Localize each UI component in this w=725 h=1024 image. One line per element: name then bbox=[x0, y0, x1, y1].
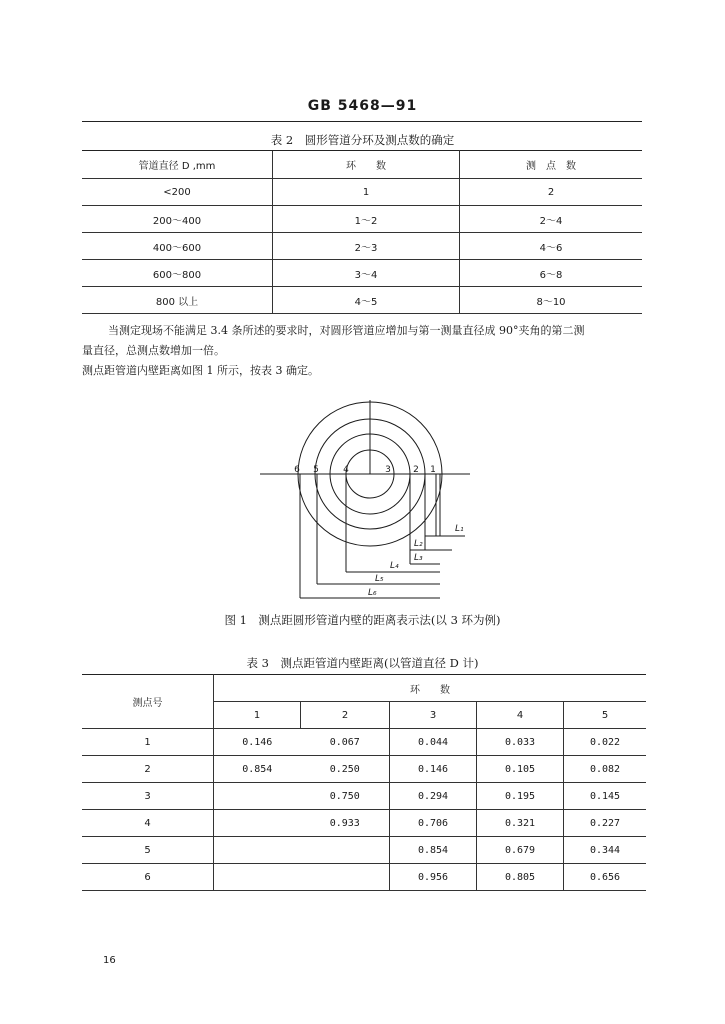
table-cell: 1 bbox=[273, 179, 460, 206]
paragraph-line: 当测定现场不能满足 3.4 条所述的要求时，对圆形管道应增加与第一测量直径成 90°夹角的第二测 bbox=[108, 324, 585, 337]
table-cell: 0.145 bbox=[564, 783, 647, 810]
table-cell: 2 bbox=[460, 179, 643, 206]
table-cell: 1～2 bbox=[273, 206, 460, 233]
table-cell: 0.105 bbox=[477, 756, 564, 783]
table-cell: 0.656 bbox=[564, 864, 647, 891]
figure1-diagram bbox=[250, 400, 470, 606]
point-number-cell: 3 bbox=[82, 783, 214, 810]
table-row bbox=[82, 179, 642, 206]
table-row bbox=[82, 864, 646, 891]
table-cell: 4～6 bbox=[460, 233, 643, 260]
table-cell: 0.679 bbox=[477, 837, 564, 864]
table-cell: 0.344 bbox=[564, 837, 647, 864]
table-cell: 3～4 bbox=[273, 260, 460, 287]
table-cell: 8～10 bbox=[460, 287, 643, 314]
ring-count-cell: 2 bbox=[301, 702, 390, 729]
table-header-cell: 环 数 bbox=[273, 151, 460, 179]
table-row bbox=[82, 783, 646, 810]
table-cell: 2～4 bbox=[460, 206, 643, 233]
point-number-cell: 4 bbox=[82, 810, 214, 837]
ring-count-cell: 5 bbox=[564, 702, 647, 729]
point-label: 2 bbox=[413, 465, 419, 475]
table-cell: 6～8 bbox=[460, 260, 643, 287]
table-cell: 0.294 bbox=[390, 783, 477, 810]
table-cell: 800 以上 bbox=[82, 287, 273, 314]
table-cell: 0.854 bbox=[390, 837, 477, 864]
dimension-label-l3: L₃ bbox=[414, 553, 423, 563]
table-cell: 0.805 bbox=[477, 864, 564, 891]
table-cell: 4～5 bbox=[273, 287, 460, 314]
table2-caption: 表 2 圆形管道分环及测点数的确定 bbox=[270, 133, 455, 147]
table-cell bbox=[214, 864, 301, 891]
group-header-cell: 环 数 bbox=[214, 675, 647, 702]
table-cell bbox=[214, 837, 301, 864]
point-number-cell: 2 bbox=[82, 756, 214, 783]
table-cell: 0.706 bbox=[390, 810, 477, 837]
header-rule bbox=[82, 121, 642, 122]
dimension-label-l2: L₂ bbox=[414, 539, 423, 549]
table2 bbox=[82, 150, 642, 314]
table-header-row bbox=[82, 675, 646, 702]
table-cell: 0.146 bbox=[214, 729, 301, 756]
ring-count-cell: 3 bbox=[390, 702, 477, 729]
table-cell: 0.067 bbox=[301, 729, 390, 756]
table-header-cell: 测 点 数 bbox=[460, 151, 643, 179]
table-cell: 0.854 bbox=[214, 756, 301, 783]
table-cell: 2～3 bbox=[273, 233, 460, 260]
table-cell: 0.044 bbox=[390, 729, 477, 756]
point-label: 5 bbox=[313, 465, 319, 475]
table3 bbox=[82, 674, 646, 891]
table-cell: 0.250 bbox=[301, 756, 390, 783]
point-label: 1 bbox=[430, 465, 436, 475]
page-number: 16 bbox=[103, 955, 116, 966]
table3-caption: 表 3 测点距管道内壁距离(以管道直径 D 计) bbox=[246, 656, 479, 670]
table-cell: 0.195 bbox=[477, 783, 564, 810]
table-cell: 400～600 bbox=[82, 233, 273, 260]
table-row bbox=[82, 837, 646, 864]
table-cell: 0.082 bbox=[564, 756, 647, 783]
ring-count-cell: 4 bbox=[477, 702, 564, 729]
table-row bbox=[82, 756, 646, 783]
ring-count-cell: 1 bbox=[214, 702, 301, 729]
point-number-cell: 5 bbox=[82, 837, 214, 864]
figure1-caption: 图 1 测点距圆形管道内壁的距离表示法(以 3 环为例) bbox=[224, 613, 501, 627]
table-cell: 600～800 bbox=[82, 260, 273, 287]
dimension-label-l5: L₅ bbox=[375, 574, 384, 584]
table-cell: 0.956 bbox=[390, 864, 477, 891]
table-cell: 0.321 bbox=[477, 810, 564, 837]
standard-code-header: GB 5468—91 bbox=[307, 98, 418, 114]
table-cell: 0.750 bbox=[301, 783, 390, 810]
point-label: 4 bbox=[343, 465, 349, 475]
table-cell: 0.022 bbox=[564, 729, 647, 756]
point-label: 6 bbox=[294, 465, 300, 475]
table-cell: <200 bbox=[82, 179, 273, 206]
table-cell: 0.146 bbox=[390, 756, 477, 783]
point-number-cell: 6 bbox=[82, 864, 214, 891]
table-cell: 0.933 bbox=[301, 810, 390, 837]
table-row bbox=[82, 729, 646, 756]
table-cell: 0.227 bbox=[564, 810, 647, 837]
dimension-label-l4: L₄ bbox=[390, 561, 399, 571]
dimension-label-l1: L₁ bbox=[455, 524, 464, 534]
table-row bbox=[82, 810, 646, 837]
row-header-cell: 测点号 bbox=[82, 675, 214, 729]
table-row bbox=[82, 233, 642, 260]
table-header-row bbox=[82, 151, 642, 179]
point-label: 3 bbox=[385, 465, 391, 475]
table-row bbox=[82, 206, 642, 233]
dimension-label-l6: L₆ bbox=[368, 588, 377, 598]
table-row bbox=[82, 287, 642, 314]
table-cell: 200～400 bbox=[82, 206, 273, 233]
table-header-cell: 管道直径 D ,mm bbox=[82, 151, 273, 179]
table-cell bbox=[214, 810, 301, 837]
paragraph-line: 测点距管道内壁距离如图 1 所示，按表 3 确定。 bbox=[82, 364, 319, 377]
table-cell: 0.033 bbox=[477, 729, 564, 756]
table-cell bbox=[214, 783, 301, 810]
point-number-cell: 1 bbox=[82, 729, 214, 756]
table-cell bbox=[301, 837, 390, 864]
table-cell bbox=[301, 864, 390, 891]
table-row bbox=[82, 260, 642, 287]
paragraph-line: 量直径，总测点数增加一倍。 bbox=[82, 344, 225, 357]
